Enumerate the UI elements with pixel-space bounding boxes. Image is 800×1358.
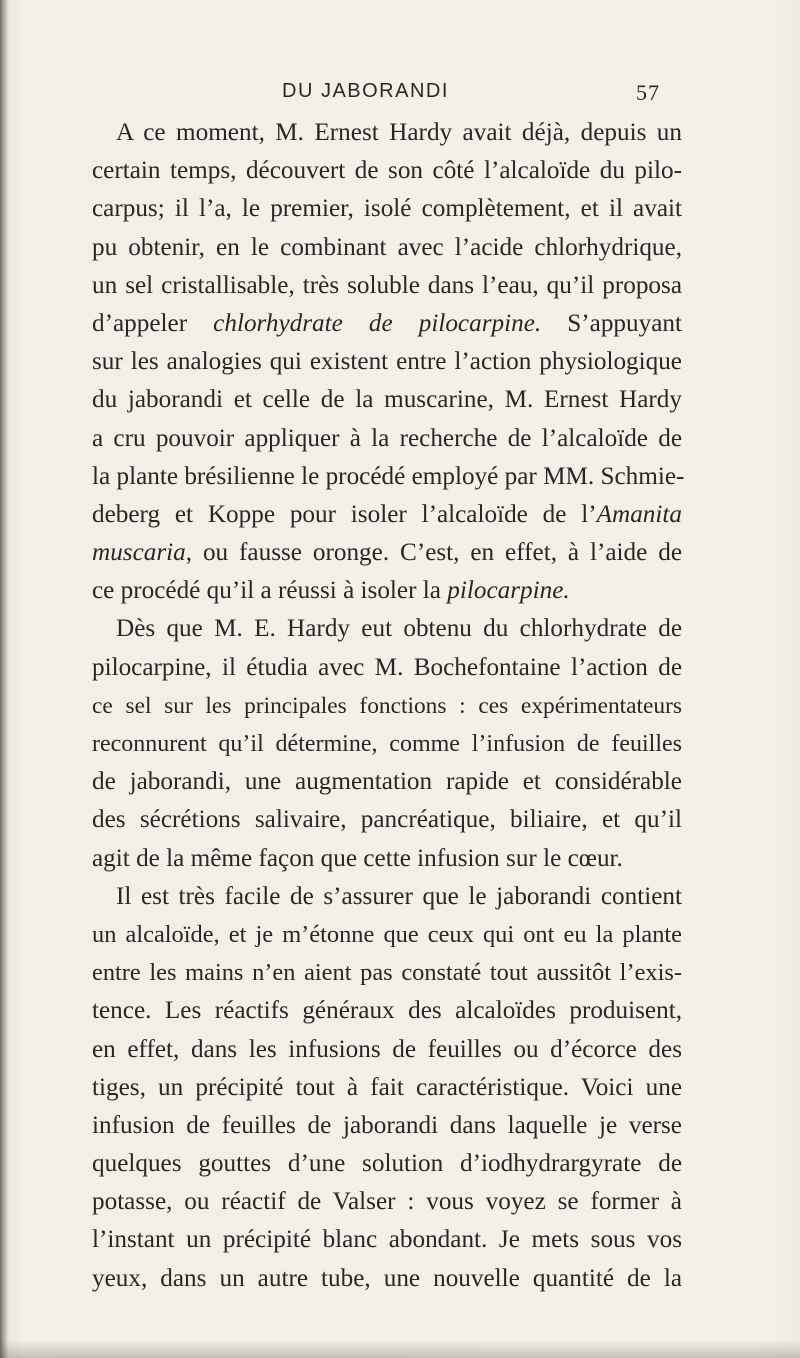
text-line: l’instant un précipité blanc abondant. Je mets sous vos bbox=[92, 1226, 682, 1254]
italic-term: Amanita bbox=[596, 500, 682, 528]
text-line: un sel cristallisable, très soluble dans l’eau, qu’il proposa bbox=[92, 271, 682, 299]
text-line: yeux, dans un autre tube, une nouvelle quantité de la bbox=[92, 1264, 682, 1292]
text-line: ce sel sur les principales fonctions : ces expérimentateurs bbox=[92, 692, 682, 719]
text-line: en effet, dans les infusions de feuilles ou d’écorce des bbox=[92, 1035, 682, 1063]
italic-term: pilocarpine. bbox=[447, 577, 570, 605]
text-line: tence. Les réactifs généraux des alcaloïdes produisent, bbox=[92, 997, 682, 1025]
text-line: entre les mains n’en aient pas constaté tout aussitôt l’exis- bbox=[92, 959, 682, 987]
book-spine-shadow bbox=[0, 0, 9, 1358]
text-line: potasse, ou réactif de Valser : vous voyez se former à bbox=[92, 1188, 682, 1216]
text-line: Dès que M. E. Hardy eut obtenu du chlorhydrate de bbox=[116, 615, 682, 643]
text-fragment: S’appuyant bbox=[541, 309, 682, 337]
text-fragment: deberg et Koppe pour isoler l’alcaloïde de l’ bbox=[92, 500, 597, 528]
text-line: pu obtenir, en le combinant avec l’acide chlorhydrique, bbox=[92, 233, 682, 261]
text-fragment: , ou fausse oronge. C’est, en effet, à l’aide de bbox=[185, 539, 682, 567]
text-line: la plante brésilienne le procédé employé par MM. Schmie- bbox=[92, 462, 685, 490]
text-line: tiges, un précipité tout à fait caractéristique. Voici une bbox=[92, 1073, 682, 1101]
text-line: a cru pouvoir appliquer à la recherche de l’alcaloïde de bbox=[92, 424, 682, 452]
text-line: des sécrétions salivaire, pancréatique, biliaire, et qu’il bbox=[92, 806, 682, 834]
text-line: sur les analogies qui existent entre l’action physiologique bbox=[92, 348, 682, 376]
text-line: A ce moment, M. Ernest Hardy avait déjà, depuis un bbox=[116, 119, 682, 146]
text-line bbox=[92, 572, 682, 610]
text-line: du jaborandi et celle de la muscarine, M. Ernest Hardy bbox=[92, 386, 682, 414]
body-text bbox=[92, 114, 685, 1298]
text-line: agit de la même façon que cette infusion sur le cœur. bbox=[92, 844, 623, 872]
text-line: Il est très facile de s’assurer que le jaborandi contient bbox=[116, 882, 682, 910]
text-line bbox=[92, 534, 682, 572]
text-line: certain temps, découvert de son côté l’alcaloïde du pilo- bbox=[92, 157, 682, 185]
text-line: reconnurent qu’il détermine, comme l’infusion de feuilles bbox=[92, 731, 682, 757]
text-fragment: ce procédé qu’il a réussi à isoler la bbox=[92, 577, 448, 605]
text-fragment: d’appeler bbox=[92, 309, 214, 337]
running-title: DU JABORANDI bbox=[282, 80, 449, 102]
running-head bbox=[168, 80, 660, 112]
text-line: un alcaloïde, et je m’étonne que ceux qui ont eu la plante bbox=[92, 920, 682, 948]
italic-term: chlorhydrate de pilocarpine. bbox=[213, 309, 542, 337]
text-line: infusion de feuilles de jaborandi dans laquelle je verse bbox=[92, 1111, 682, 1139]
page-bottom-shadow bbox=[0, 1340, 800, 1358]
text-line bbox=[92, 305, 682, 343]
page-number: 57 bbox=[636, 80, 660, 105]
text-line: quelques gouttes d’une solution d’iodhydrargyrate de bbox=[92, 1150, 682, 1178]
text-line bbox=[92, 496, 682, 534]
text-line: pilocarpine, il étudia avec M. Bochefontaine l’action de bbox=[92, 653, 682, 681]
italic-term: muscaria bbox=[92, 539, 186, 567]
text-line: carpus; il l’a, le premier, isolé complètement, et il avait bbox=[92, 195, 682, 223]
text-line: de jaborandi, une augmentation rapide et considérable bbox=[92, 768, 682, 796]
